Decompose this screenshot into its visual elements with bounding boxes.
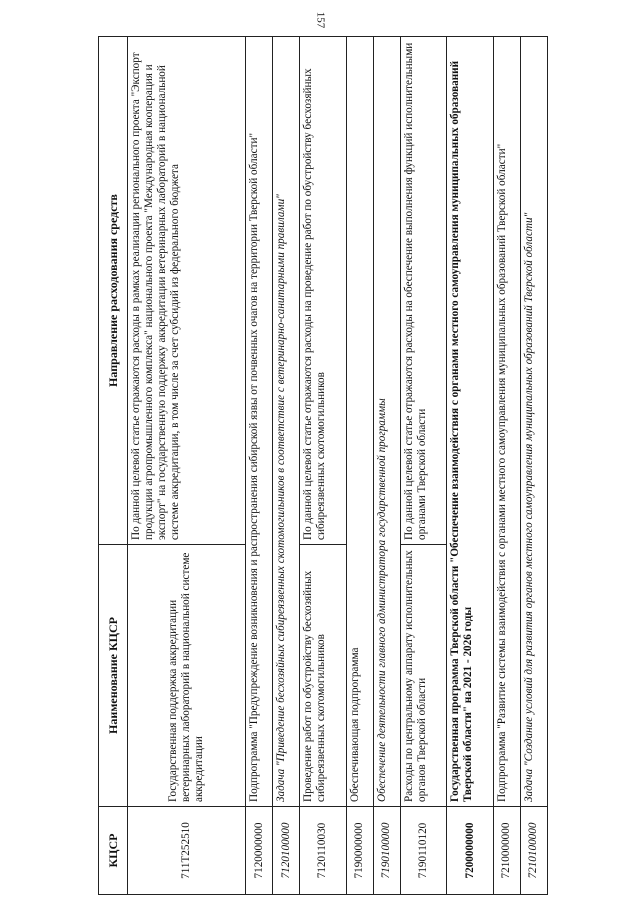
code-cell: 7120110030 xyxy=(300,807,347,895)
table-header-row xyxy=(99,37,128,895)
table-row xyxy=(400,37,447,895)
name-cell: Обеспечивающая подпрограмма xyxy=(346,37,373,807)
direction-cell: По данной целевой статье отражаются расходы на проведение работ по обустройству бесхозяйных сибиреязвенных скотомогильников xyxy=(300,37,347,545)
header-code: КЦСР xyxy=(99,807,128,895)
code-cell: 7120100000 xyxy=(273,807,300,895)
name-cell: Проведение работ по обустройству бесхозяйных сибиреязвенных скотомогильников xyxy=(300,545,347,807)
name-cell: Государственная поддержка аккредитации ветеринарных лабораторий в национальной системе аккредитации xyxy=(128,545,246,807)
table-row xyxy=(346,37,373,895)
table-row xyxy=(493,37,520,895)
table-row xyxy=(300,37,347,895)
page-number: 157 xyxy=(314,11,327,29)
table-row xyxy=(128,37,246,895)
header-name: Наименование КЦСР xyxy=(99,545,128,807)
name-cell: Подпрограмма "Развитие системы взаимодействия с органами местного самоуправления муниципальных образований Тверской области" xyxy=(493,37,520,807)
name-cell: Задача "Приведение бесхозяйных сибиреязвенных скотомогильников в соответствие с ветеринарно-санитарными правилами" xyxy=(273,37,300,807)
table-row xyxy=(520,37,547,895)
code-cell: 7210000000 xyxy=(493,807,520,895)
code-cell: 711Т252510 xyxy=(128,807,246,895)
name-cell: Обеспечение деятельности главного администратора государственной программы xyxy=(373,37,400,807)
code-cell: 7200000000 xyxy=(447,807,494,895)
table-row xyxy=(447,37,494,895)
code-cell: 7190100000 xyxy=(373,807,400,895)
rotated-table-wrapper xyxy=(98,37,548,895)
table-row xyxy=(373,37,400,895)
name-cell: Задача "Создание условий для развития органов местного самоуправления муниципальных образований Тверской области" xyxy=(520,37,547,807)
direction-cell: По данной целевой статье отражаются расходы в рамках реализации регионального проекта "Экспорт продукции агропромышленного комплекса" национального проекта "Международная кооперация и экспорт" на государственную поддержку аккредитации ветеринарных лабораторий в национальной системе аккредитации, в том числе за счет субсидий из федерального бюджета xyxy=(128,37,246,545)
code-cell: 7210100000 xyxy=(520,807,547,895)
direction-cell: По данной целевой статье отражаются расходы на обеспечение выполнения функций исполнительными органами Тверской области xyxy=(400,37,447,545)
table-row xyxy=(273,37,300,895)
code-cell: 7190000000 xyxy=(346,807,373,895)
kcsr-table xyxy=(98,36,548,895)
code-cell: 7120000000 xyxy=(246,807,273,895)
name-cell: Расходы по центральному аппарату исполнительных органов Тверской области xyxy=(400,545,447,807)
name-cell: Подпрограмма "Предупреждение возникновения и распространения сибирской язвы от почвенных очагов на территории Тверской области" xyxy=(246,37,273,807)
table-row xyxy=(246,37,273,895)
header-direction: Направление расходования средств xyxy=(99,37,128,545)
code-cell: 7190110120 xyxy=(400,807,447,895)
name-cell: Государственная программа Тверской области "Обеспечение взаимодействия с органами местного самоуправления муниципальных образований Тверской области" на 2021 - 2026 годы xyxy=(447,37,494,807)
